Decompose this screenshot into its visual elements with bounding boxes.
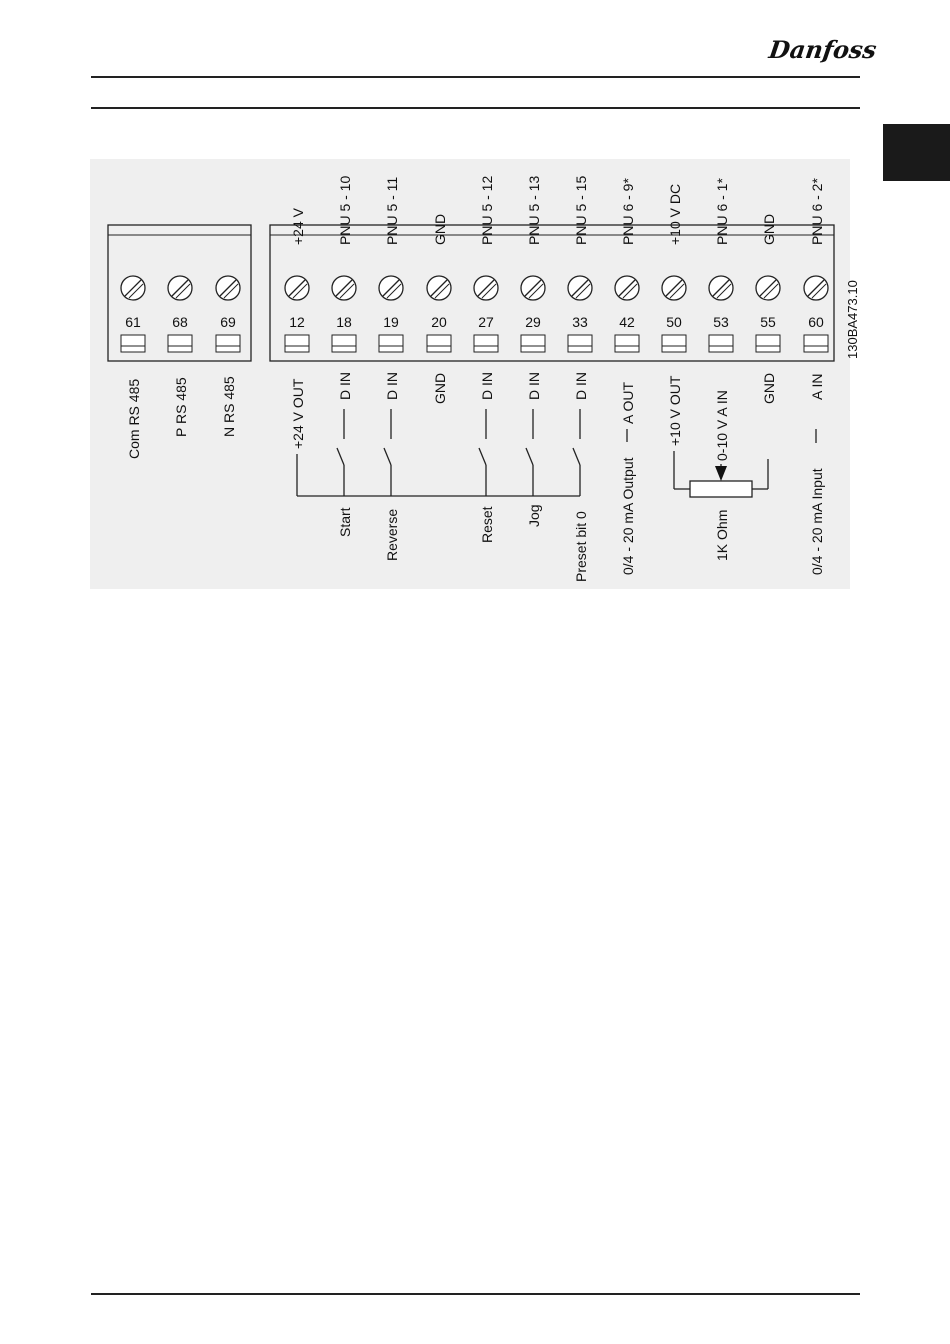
- brand-logo-text: Danfoss: [767, 35, 879, 64]
- terminal-number: 12: [289, 314, 305, 330]
- label-pot: 1K Ohm: [714, 509, 730, 561]
- switch-wiring: [297, 409, 580, 496]
- top-label-60: PNU 6 - 2*: [809, 178, 825, 245]
- top-label-50: +10 V DC: [667, 183, 683, 245]
- top-label-20: GND: [432, 213, 448, 245]
- top-label-42: PNU 6 - 9*: [620, 178, 636, 245]
- terminal-number: 42: [619, 314, 635, 330]
- footer-rule: [91, 1293, 860, 1295]
- label-reverse: Reverse: [384, 508, 400, 561]
- top-label-53: PNU 6 - 1*: [714, 178, 730, 245]
- terminal-diagram: [90, 159, 860, 589]
- bottom-label-50: +10 V OUT: [667, 375, 683, 446]
- terminal-number: 60: [808, 314, 824, 330]
- terminal-number: 20: [431, 314, 447, 330]
- chapter-tab: [883, 124, 950, 181]
- terminal-number: 69: [220, 314, 236, 330]
- bottom-label-19: D IN: [384, 372, 400, 400]
- top-label-29: PNU 5 - 13: [526, 175, 542, 245]
- bottom-label-33: D IN: [573, 372, 589, 400]
- bottom-label-12: +24 V OUT: [290, 378, 306, 449]
- terminal-number: 68: [172, 314, 188, 330]
- bottom-label-60: A IN: [809, 373, 825, 400]
- bottom-label-29: D IN: [526, 372, 542, 400]
- bottom-label-18: D IN: [337, 372, 353, 400]
- bottom-label-53: 0-10 V A IN: [714, 390, 730, 461]
- top-label-18: PNU 5 - 10: [337, 175, 353, 245]
- label-reset: Reset: [479, 506, 495, 543]
- label-jog: Jog: [526, 504, 542, 527]
- terminal-number: 50: [666, 314, 682, 330]
- bottom-label-55: GND: [761, 372, 777, 404]
- bottom-label-42: A OUT: [620, 381, 636, 424]
- terminal-number: 33: [572, 314, 588, 330]
- diagram-code: 130BA473.10: [845, 280, 860, 359]
- header-rule-top: [91, 76, 860, 78]
- label-p-rs485: P RS 485: [173, 377, 189, 437]
- danfoss-logo: [767, 30, 879, 70]
- bottom-label-20: GND: [432, 372, 448, 404]
- label-com-rs485: Com RS 485: [126, 378, 142, 459]
- top-label-19: PNU 5 - 11: [384, 176, 400, 245]
- terminal-number: 18: [336, 314, 352, 330]
- bottom-label-27: D IN: [479, 372, 495, 400]
- terminal-number: 29: [525, 314, 541, 330]
- terminal-number: 19: [383, 314, 399, 330]
- label-n-rs485: N RS 485: [221, 376, 237, 437]
- label-start: Start: [337, 507, 353, 537]
- top-label-55: GND: [761, 213, 777, 245]
- top-label-27: PNU 5 - 12: [479, 175, 495, 245]
- label-analog-output: 0/4 - 20 mA Output: [620, 457, 636, 575]
- terminal-number: 55: [760, 314, 776, 330]
- label-analog-input: 0/4 - 20 mA Input: [809, 468, 825, 575]
- terminal-number: 53: [713, 314, 729, 330]
- top-label-12: +24 V: [290, 208, 306, 245]
- top-label-33: PNU 5 - 15: [573, 175, 589, 245]
- terminal-number: 27: [478, 314, 494, 330]
- terminal-number: 61: [125, 314, 141, 330]
- label-preset: Preset bit 0: [573, 511, 589, 582]
- header-rule-bottom: [91, 107, 860, 109]
- terminal-diagram-svg: [90, 159, 860, 589]
